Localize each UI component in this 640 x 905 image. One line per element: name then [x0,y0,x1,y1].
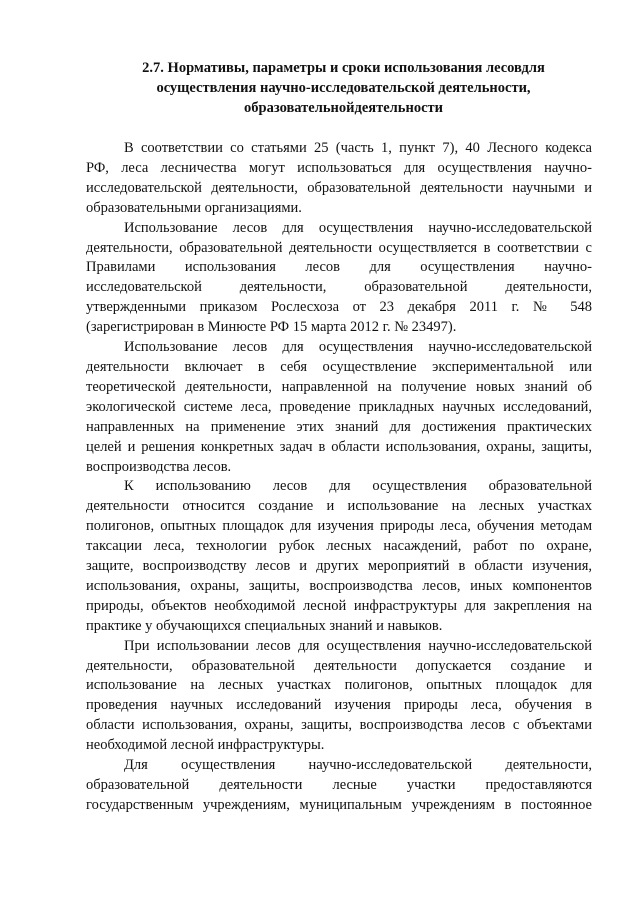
paragraph-line: использование на лесных участках полигонов, опытных площадок для [86,677,592,694]
document-body [86,139,592,816]
paragraph-line: РФ, леса лесничества могут использоваться для осуществления научно- [86,159,592,176]
paragraph [86,139,592,219]
paragraph-line: целей и решения конкретных задач в области использования, охраны, защиты, [86,438,592,455]
paragraph-line: (зарегистрирован в Минюсте РФ 15 марта 2012 г. № 23497). [86,319,457,336]
paragraph-line: деятельности относится создание и использование на лесных участках [86,498,592,515]
paragraph-line: деятельности включает в себя осуществление экспериментальной или [86,358,592,375]
heading-line: образовательнойдеятельности [244,100,443,116]
paragraph-line: защите, воспроизводству лесов и других мероприятий в области изучения, [86,558,592,575]
paragraph-line: практике у обучающихся специальных знаний и навыков. [86,617,443,634]
paragraph-line: необходимой лесной инфраструктуры. [86,737,325,754]
paragraph-line: При использовании лесов для осуществления научно-исследовательской [124,637,592,654]
paragraph-line: деятельности, образовательной деятельности осуществляется в соответствии с [86,239,592,256]
paragraph-line: К использованию лесов для осуществления образовательной [124,478,592,495]
heading-line: осуществления научно-исследовательской деятельности, [156,80,531,96]
paragraph-line: природы, объектов необходимой лесной инфраструктуры для закрепления на [86,597,592,614]
paragraph-line: проведения научных исследований изучения природы леса, обучения в [86,697,592,714]
paragraph-line: теоретической деятельности, направленной на получение новых знаний об [86,378,592,395]
paragraph-line: образовательными организациями. [86,199,302,216]
paragraph-line: деятельности, образовательной деятельности допускается создание и [86,657,592,674]
paragraph [86,338,592,477]
paragraph-line: экологической системе леса, проведение прикладных научных исследований, [86,398,592,415]
paragraph-line: исследовательской деятельности, образовательной деятельности, [86,279,592,296]
paragraph-line: исследовательской деятельности, образовательной деятельности научными и [86,179,592,196]
paragraph-line: направленных на применение этих знаний для достижения практических [86,418,592,435]
paragraph-line: воспроизводства лесов. [86,458,232,475]
paragraph [86,477,592,636]
paragraph-line: образовательной деятельности лесные участки предоставляются [86,777,592,793]
paragraph-line: утвержденными приказом Рослесхоза от 23 декабря 2011 г. № 548 [86,299,592,316]
paragraph-line: использования, охраны, защиты, воспроизводства лесов, иных компонентов [86,577,592,594]
paragraph-line: таксации леса, технологии рубок лесных насаждений, работ по охране, [86,538,592,555]
paragraph-line: Правилами использования лесов для осуществления научно- [86,259,592,276]
paragraph-line: Использование лесов для осуществления научно-исследовательской [124,339,592,356]
paragraph-line: области использования, охраны, защиты, воспроизводства лесов с объектами [86,717,592,734]
section-heading [96,58,591,118]
paragraph [86,219,592,338]
paragraph-line: Для осуществления научно-исследовательской деятельности, [124,757,592,774]
paragraph-line: Использование лесов для осуществления научно-исследовательской [124,219,592,236]
paragraph-line: государственным учреждениям, муниципальным учреждениям в постоянное [86,796,592,813]
paragraph [86,756,592,816]
paragraph-line: В соответствии со статьями 25 (часть 1, пункт 7), 40 Лесного кодекса [124,140,592,156]
paragraph-line: полигонов, опытных площадок для изучения природы леса, обучения методам [86,518,592,535]
heading-line: 2.7. Нормативы, параметры и сроки использования лесовдля [142,60,545,76]
paragraph [86,637,592,756]
